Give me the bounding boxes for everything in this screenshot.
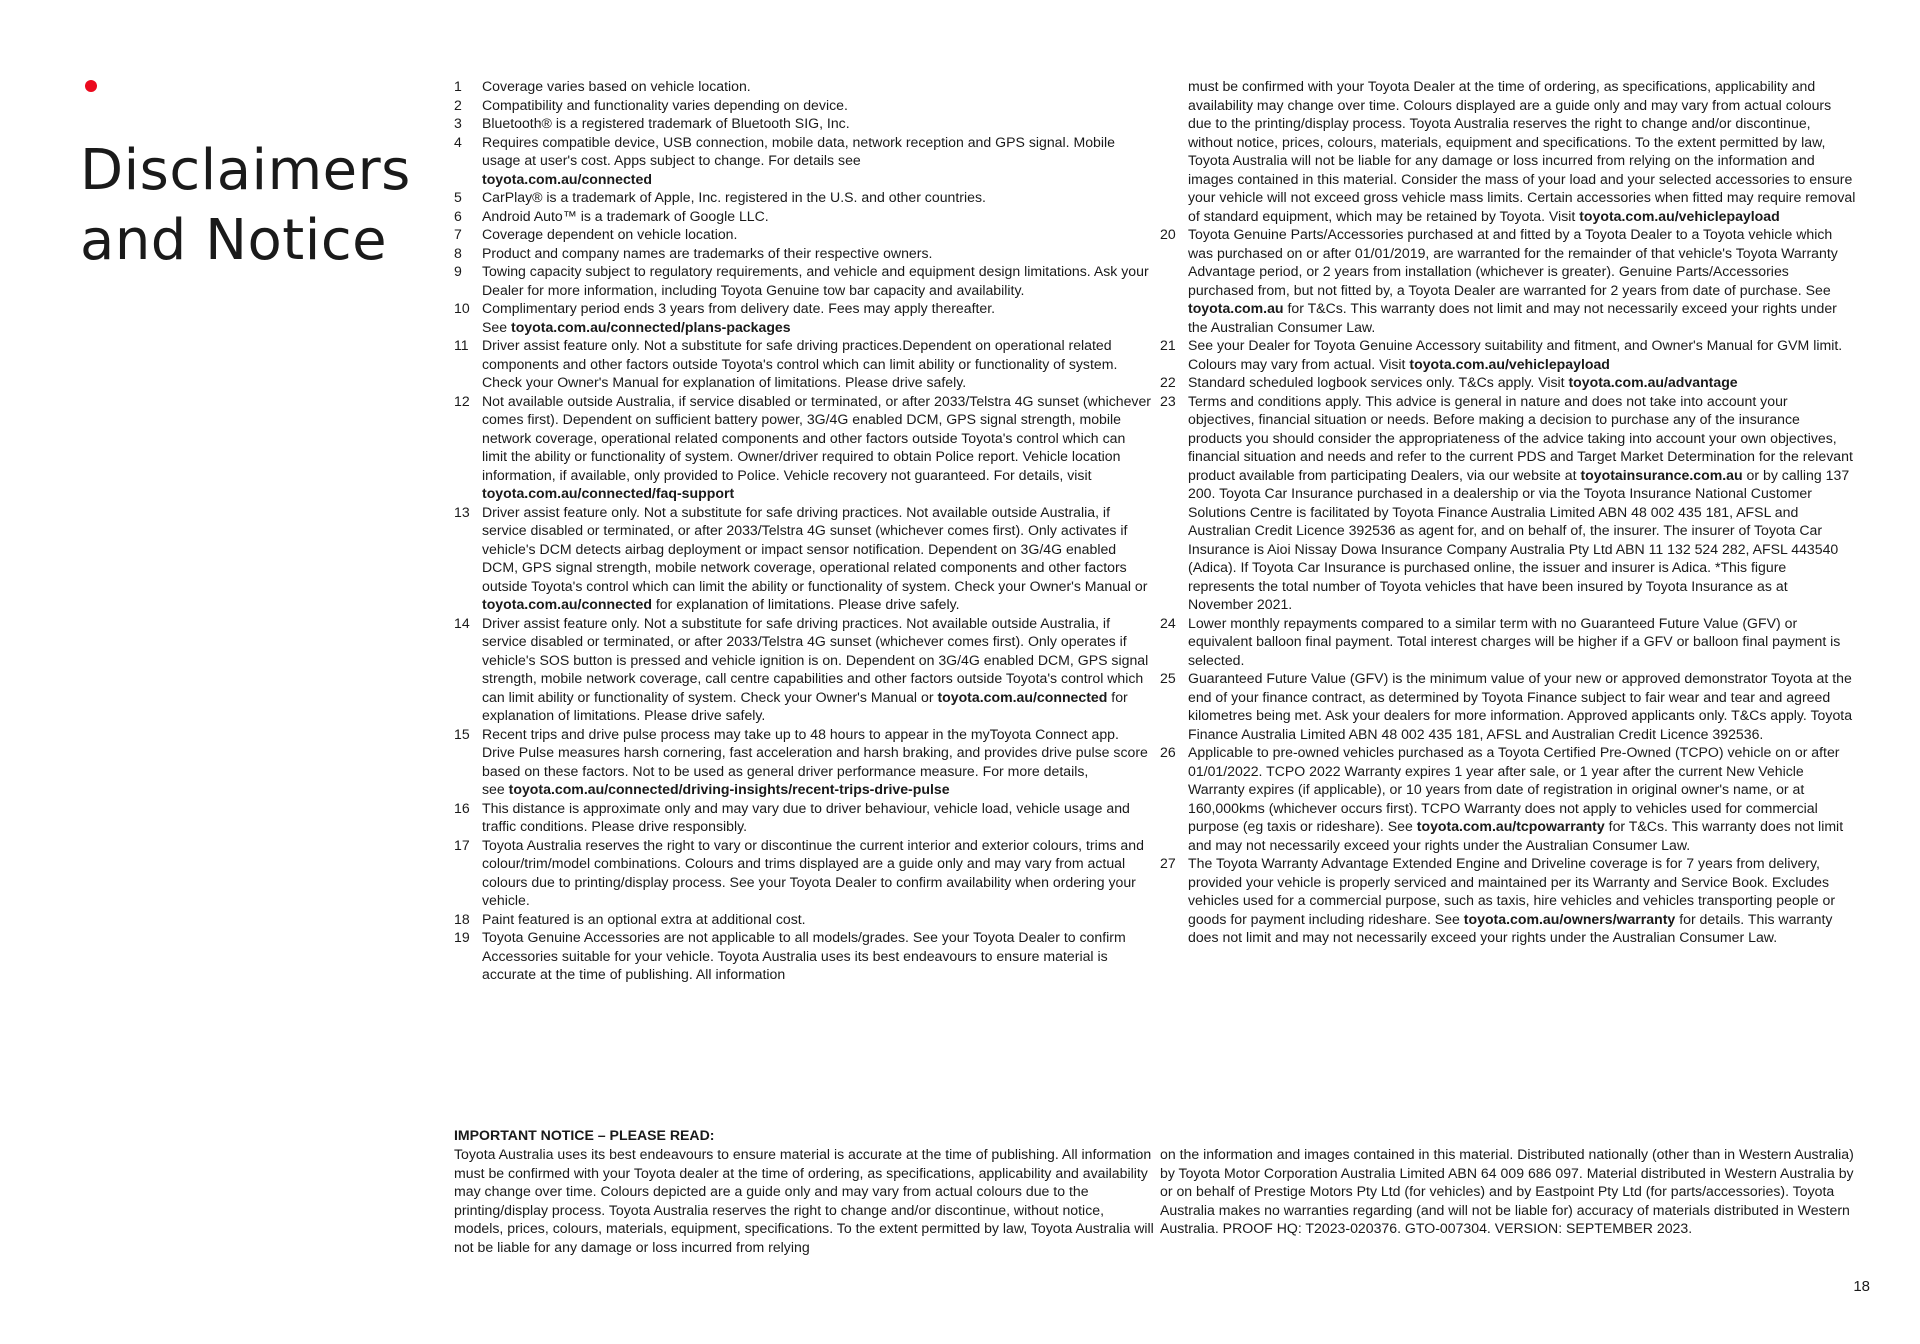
note-4 (454, 133, 1154, 189)
note-10 (454, 299, 1154, 336)
note-link[interactable]: toyota.com.au/tcpowarranty (1416, 818, 1605, 834)
note-number: 9 (454, 263, 462, 279)
note-5 (454, 188, 1154, 207)
note-22 (1160, 373, 1856, 392)
note-24 (1160, 614, 1856, 670)
disclaimers-column-left (454, 77, 1154, 984)
note-23 (1160, 392, 1856, 614)
note-text: Lower monthly repayments compared to a similar term with no Guaranteed Future Value (GFV) or equivalent balloon final payment. Total interest charges will be higher if a GFV or balloon final payment is selected. (1188, 614, 1841, 668)
note-text: Product and company names are trademarks of their respective owners. (482, 244, 933, 261)
note-link[interactable]: toyota.com.au (1188, 300, 1284, 316)
note-25 (1160, 669, 1856, 743)
note-16 (454, 799, 1154, 836)
note-link[interactable]: toyota.com.au/vehiclepayload (1579, 207, 1780, 224)
note-27 (1160, 854, 1856, 947)
note-link[interactable]: toyota.com.au/connected/plans-packages (511, 318, 791, 335)
note-21 (1160, 336, 1856, 373)
note-text: Compatibility and functionality varies depending on device. (482, 96, 848, 113)
note-link[interactable]: toyota.com.au/connected (482, 170, 652, 187)
note-17 (454, 836, 1154, 910)
note-link[interactable]: toyota.com.au/vehiclepayload (1409, 355, 1610, 372)
note-number: 7 (454, 226, 462, 242)
note-number: 15 (454, 725, 470, 742)
note-text-after-link: or by calling 137 200. Toyota Car Insurance purchased in a dealership or via the Toyota Insurance National Customer Solutions Centre is facilitated by Toyota Finance Australia Limited ABN 48 002 435 181, AFSL and Australian Credit Licence 392536 as agent for, and on behalf of, the insurer. The insurer of Toyota Car Insurance is Aioi Nissay Dowa Insurance Company Australia Pty Ltd ABN 11 132 524 282, AFSL 443540 (Adica). If Toyota Car Insurance is purchased online, the issuer and insurer is Adica. *This figure represents the total number of Toyota vehicles that have been insured by Toyota Insurance as at November 2021. (1188, 466, 1850, 612)
note-text: This distance is approximate only and may vary due to driver behaviour, vehicle load, vehicle usage and traffic conditions. Please drive responsibly. (482, 799, 1130, 834)
note-link[interactable]: toyota.com.au/owners/warranty (1463, 910, 1676, 927)
note-text-after-link: for explanation of limitations. Please drive safely. (655, 596, 960, 612)
note-12 (454, 392, 1154, 503)
note-text-after-link: for T&Cs. This warranty does not limit and may not necessarily exceed your rights under the Australian Consumer Law. (1188, 818, 1844, 853)
note-number: 19 (454, 929, 470, 945)
note-text: Towing capacity subject to regulatory requirements, and vehicle and equipment design limitations. Ask your Dealer for more information, including Toyota Genuine tow bar capacity and availability. (482, 263, 1149, 298)
note-text: Not available outside Australia, if service disabled or terminated, or after 2033/Telstra 4G sunset (whichever comes first). Dependent on sufficient battery power, 3G/4G enabled DCM, GPS signal strength, mobile network coverage, operational related components and other factors outside Toyota's control which can limit the ability or functionality of system. Owner/driver required to obtain Police report. Vehicle location information, if available, only provided to Police. Vehicle recovery not guaranteed. For details, visit (482, 392, 1152, 483)
note-9 (454, 262, 1154, 299)
note-number: 6 (454, 207, 462, 224)
note-number: 16 (454, 799, 470, 816)
note-text: The Toyota Warranty Advantage Extended Engine and Driveline coverage is for 7 years from delivery, provided your vehicle is properly serviced and maintained per its Warranty and Service Book. Excludes vehicles used for a commercial purpose, such as taxis, hire vehicles and vehicles transporting people or goods for payment including rideshare. See (1188, 855, 1836, 927)
note-number: 23 (1160, 392, 1176, 409)
note-number: 26 (1160, 744, 1176, 760)
note-text: Driver assist feature only. Not a substitute for safe driving practices. Not available outside Australia, if service disabled or terminated, or after 2033/Telstra 4G sunset (whichever comes first). Only operates if vehicle's SOS button is pressed and vehicle ignition is on. Dependent on 3G/4G enabled DCM, GPS signal strength, mobile network coverage, call centre capabilities and other factors outside Toyota's control which can limit ability or functionality of system. Check your Owner's Manual or (482, 614, 1149, 705)
note-text: Toyota Australia reserves the right to vary or discontinue the current interior and exterior colours, trims and colour/trim/model combinations. Colours and trims displayed are a guide only and may vary from actual colours due to printing/display process. See your Toyota Dealer to confirm availability when ordering your vehicle. (482, 836, 1144, 908)
note-link[interactable]: toyota.com.au/connected/driving-insights/recent-trips-drive-pulse (508, 781, 950, 797)
note-link[interactable]: toyota.com.au/advantage (1568, 374, 1738, 390)
note-text: Toyota Genuine Parts/Accessories purchased at and fitted by a Toyota Dealer to a Toyota vehicle which was purchased on or after 01/01/2019, are warranted for the remainder of that vehicle's Toyota Warranty Advantage period, or 2 years from installation (whichever is greater). Genuine Parts/Accessories purchased from, but not fitted by, a Toyota Dealer are warranted for 2 years from date of purchase. See (1188, 226, 1838, 298)
note-11 (454, 336, 1154, 392)
note-number: 11 (454, 337, 469, 353)
note-number: 18 (454, 910, 470, 927)
note-number: 10 (454, 300, 470, 316)
note-13 (454, 503, 1154, 614)
note-link[interactable]: toyota.com.au/connected (937, 688, 1108, 705)
note-number: 27 (1160, 855, 1176, 871)
note-text: Applicable to pre-owned vehicles purchased as a Toyota Certified Pre-Owned (TCPO) vehicle on or after 01/01/2022. TCPO 2022 Warranty expires 1 year after sale, or 1 year after the current New Vehicle Warranty expires (if applicable), or 10 years from date of registration in original owner's name, or at 160,000kms (whichever occurs first). TCPO Warranty does not apply to vehicles used for commercial purpose (eg taxis or rideshare). See (1188, 744, 1840, 834)
important-notice-text-right: on the information and images contained in this material. Distributed nationally (other than in Western Australia) by Toyota Motor Corporation Australia Limited ABN 64 009 686 097. Material distributed in Western Australia by or on behalf of Prestige Motors Pty Ltd (for vehicles) and by Eastpoint Pty Ltd (for parts/accessories). Toyota Australia makes no warranties regarding (and will not be liable for) accuracy of materials distributed in Western Australia. PROOF HQ: T2023-020376. GTO-007304. VERSION: SEPTEMBER 2023. (1160, 1146, 1854, 1236)
note-number: 14 (454, 614, 470, 631)
note-text: Standard scheduled logbook services only. T&Cs apply. Visit (1188, 374, 1565, 390)
note-8 (454, 244, 1154, 263)
note-text: Android Auto™ is a trademark of Google LLC. (482, 207, 769, 224)
note-link[interactable]: toyota.com.au/connected/faq-support (482, 485, 735, 501)
note-number: 22 (1160, 374, 1176, 390)
note-3 (454, 114, 1154, 133)
note-7 (454, 225, 1154, 244)
note-20 (1160, 225, 1856, 336)
note-14 (454, 614, 1154, 725)
note-text: must be confirmed with your Toyota Dealer at the time of ordering, as specifications, applicability and availability may change over time. Colours displayed are a guide only and may vary from actual colours due to the printing/display process. Toyota Australia reserves the right to change and/or discontinue, without notice, prices, colours, materials, equipment and specifications. To the extent permitted by law, Toyota Australia will not be liable for any damage or loss incurred from relying on the information and images contained in this material. Consider the mass of your load and your selected accessories to ensure your vehicle will not exceed gross vehicle mass limits. Certain accessories when fitted may require removal of standard equipment, which may be retained by Toyota. Visit (1188, 78, 1856, 224)
note-link[interactable]: toyota.com.au/connected (482, 596, 652, 612)
note-text: Coverage dependent on vehicle location. (482, 226, 738, 242)
note-text-after-link: for explanation of limitations. Please drive safely. (482, 688, 1128, 723)
note-26 (1160, 743, 1856, 854)
note-number: 12 (454, 392, 470, 409)
note-number: 4 (454, 133, 462, 150)
note-15 (454, 725, 1154, 799)
note-number: 13 (454, 503, 470, 520)
note-text: See your Dealer for Toyota Genuine Accessory suitability and fitment, and Owner's Manual for GVM limit. Colours may vary from actual. Visit (1188, 337, 1843, 372)
note-text-after-link: for details. This warranty does not limit and may not necessarily exceed your rights under the Australian Consumer Law. (1188, 910, 1833, 945)
note-number: 20 (1160, 226, 1176, 242)
note-text: Bluetooth® is a registered trademark of Bluetooth SIG, Inc. (482, 115, 850, 131)
red-bullet-dot (85, 80, 97, 92)
note-text: Recent trips and drive pulse process may take up to 48 hours to appear in the myToyota Connect app. Drive Pulse measures harsh cornering, fast acceleration and harsh braking, and provides drive pulse score based on these factors. Not to be used as general driver performance measure. For more details, (482, 725, 1148, 779)
page-title (80, 136, 411, 276)
note-number: 8 (454, 244, 462, 261)
note-text: Complimentary period ends 3 years from delivery date. Fees may apply thereafter. (482, 300, 996, 316)
note-link-prefix: See (482, 318, 508, 335)
disclaimers-column-right (1160, 77, 1856, 947)
note-text: Paint featured is an optional extra at additional cost. (482, 910, 806, 927)
note-text: Driver assist feature only. Not a substitute for safe driving practices.Dependent on operational related components and other factors outside Toyota's control which can limit ability or functionality of system. Check your Owner's Manual for explanation of limitations. Please drive safely. (482, 337, 1118, 390)
important-notice-text-left: Toyota Australia uses its best endeavours to ensure material is accurate at the time of publishing. All information must be confirmed with your Toyota dealer at the time of ordering, as specifications, applicability and availability may change over time. Colours depicted are a guide only and may vary from actual colours due to the printing/display process. Toyota Australia reserves the right to change and/or discontinue, without notice, models, prices, colours, materials, equipment, specifications. To the extent permitted by law, Toyota Australia will not be liable for any damage or loss incurred from relying (454, 1146, 1154, 1255)
page-number: 18 (1853, 1278, 1870, 1295)
note-number: 5 (454, 189, 462, 205)
note-text: Guaranteed Future Value (GFV) is the minimum value of your new or approved demonstrator Toyota at the end of your finance contract, as determined by Toyota Finance subject to fair wear and tear and agreed kilometres being met. Ask your dealers for more information. Approved applicants only. T&Cs apply. Toyota Finance Australia Limited ABN 48 002 435 181, AFSL and Australian Credit Licence 392536. (1188, 670, 1853, 742)
note-2 (454, 96, 1154, 115)
note-number: 24 (1160, 614, 1176, 631)
note-19 (454, 928, 1154, 984)
note-text: Driver assist feature only. Not a substitute for safe driving practices. Not available outside Australia, if service disabled or terminated, or after 2033/Telstra 4G sunset (whichever comes first). Only activates if vehicle's DCM detects airbag deployment or impact sensor notification. Dependent on 3G/4G enabled DCM, GPS signal strength, mobile network coverage, operational related components and other factors outside Toyota's control which can limit the ability or functionality of system. Check your Owner's Manual or (482, 503, 1148, 594)
note-6 (454, 207, 1154, 226)
note-18 (454, 910, 1154, 929)
page-title-line-1: Disclaimers (80, 138, 411, 203)
note-number: 25 (1160, 670, 1176, 686)
note-19-continued (1160, 77, 1856, 225)
note-link-prefix: see (482, 781, 505, 797)
note-1 (454, 77, 1154, 96)
note-text: Toyota Genuine Accessories are not applicable to all models/grades. See your Toyota Dealer to confirm Accessories suitable for your vehicle. Toyota Australia uses its best endeavours to ensure material is accurate at the time of publishing. All information (482, 929, 1126, 982)
note-text: CarPlay® is a trademark of Apple, Inc. registered in the U.S. and other countries. (482, 189, 986, 205)
note-text: Terms and conditions apply. This advice is general in nature and does not take into account your objectives, financial situation or needs. Before making a decision to purchase any of the insurance products you should consider the appropriateness of the advice taking into account your own objectives, financial situation and needs and refer to the current PDS and Target Market Determination for the relevant product available from participating Dealers, via our website at (1188, 392, 1853, 483)
note-number: 2 (454, 96, 462, 113)
note-number: 21 (1160, 337, 1176, 353)
important-notice-heading: IMPORTANT NOTICE – PLEASE READ: (454, 1127, 715, 1143)
note-text: Requires compatible device, USB connection, mobile data, network reception and GPS signal. Mobile usage at user's cost. Apps subject to change. For details see (482, 133, 1115, 168)
note-text-after-link: for T&Cs. This warranty does not limit and may not necessarily exceed your rights under the Australian Consumer Law. (1188, 300, 1837, 335)
note-number: 17 (454, 836, 470, 853)
note-number: 3 (454, 115, 462, 131)
note-text: Coverage varies based on vehicle location. (482, 78, 751, 94)
page-title-line-2: and Notice (80, 208, 388, 273)
note-link[interactable]: toyotainsurance.com.au (1580, 466, 1743, 483)
note-number: 1 (454, 78, 462, 94)
